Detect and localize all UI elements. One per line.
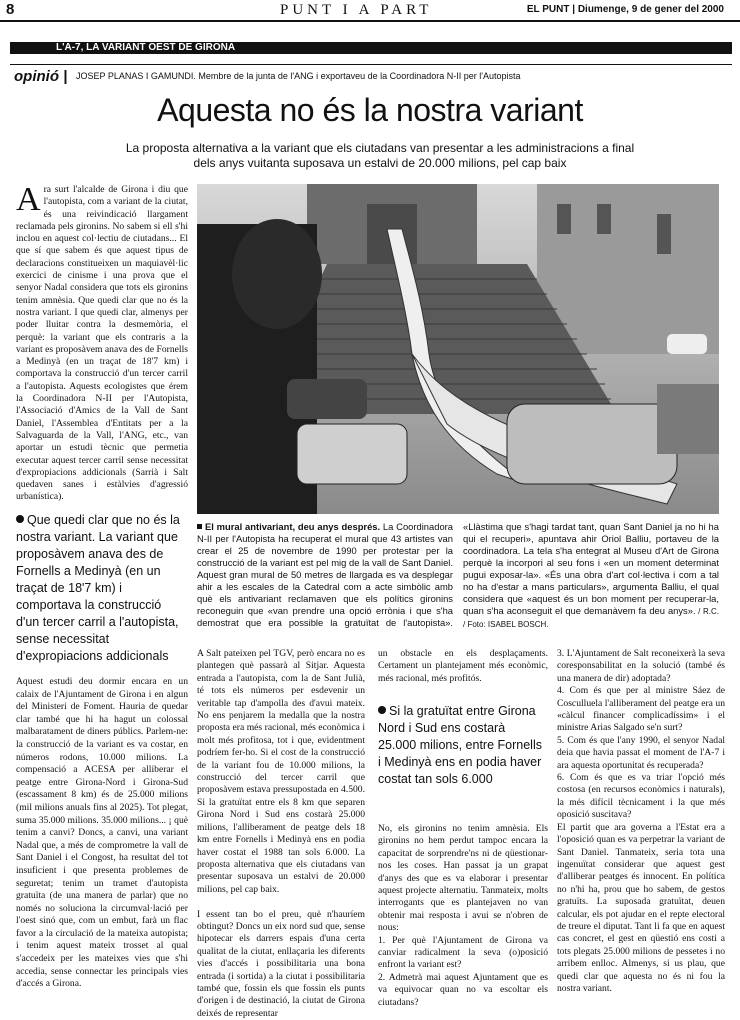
photo-credit: / R.C. / Foto: ISABEL BOSCH. xyxy=(463,607,719,629)
headline: Aquesta no és la nostra variant xyxy=(157,92,583,128)
caption-text: La Coordinadora N-II per l'Autopista ha recuperat el mural que 43 artistes van crear el 25 de novembre de 1990 per protestar per la construcció de la variant est pel mig de la vall de Sant Daniel. Aquest gran mural de 50 metres de llargada es va desplegar ahir a les escales de la Catedral com a acte simbòlic amb què els antivariant reclamaven que els polítics gironins reconeguin que «van prendre una opció errònia i que s'ha demostrat que era possible la gratuïtat de l'autopista». «Llàstima que s'hagi tardat tant, quan Sant Daniel ja no hi ha qui el recuperi», apuntava ahir Oriol Balliu, portaveu de la coordinadora. La tela s'ha entegrat al Museu d'Art de Girona perquè la incorpori al seu fons i «en un moment determinat pugui exposar-la». «És una obra d'art col·lectiva i com a tal no ha d'estar a mans particulars», argumenta Balliu, el qual considera que «aquest és un bon moment per recuperar-la, quan s'ha aconseguit el que demanàvem fa deu anys». xyxy=(197,521,719,628)
section-title: PUNT I A PART xyxy=(280,2,433,18)
rule xyxy=(10,64,732,65)
body-text: ra surt l'alcalde de Girona i diu que l'autopista, com a variant de la ciutat, és una reivindicació llargament reclamada pels gironins. No sabem si ell s'hi inclou en aquest col·lectiu de ciutadans... El que sí que sabem és que aquest tipus de declaracions constitueixen un maquiavèl·lic exercici de cinisme i una prova que el senyor Nadal considera que tots els gironins tenim amnèsia. Que quedi clar que no és la nostra variant. I que quedi clar, almenys per poder lluitar contra la desmemòria, el perquè: la variant que els contraris a la variant es proposàvem anava des de Fornells a Medinyà (en un traçat de 18'7 km) i comportava la construcció d'un tercer carril a l'autopista. Aquests ecologistes que érem la Coordinadora N-II per l'Autopista, l'Associació d'Amics de la Vall de Sant Daniel, l'Assemblea d'Entitats per a la Salvaguarda de la Vall, l'ANG, etc., van aportar un estudi tècnic que permetia executar aquest tercer carril sense necessitat d'expropiacions addicionals (Sarrià i Salt quedaven sanes i estàlvies d'agressió urbanística). xyxy=(16,184,188,503)
body-column-1 xyxy=(16,181,188,504)
page-number: 8 xyxy=(6,1,15,18)
pull-quote-1 xyxy=(16,512,186,665)
body-column-1b: Aquest estudi deu dormir encara en un calaix de l'Ajuntament de Girona i en algun del Ministeri de Foment. Hauria de quedar clar també que hi ha hagut un colossal malbaratament de diners públics. Parlem-ne: la construcció de la variant es va costar, en números rodons, 10.000 milions. La compensació a ACESA per alliberar el peatge entre Girona-Nord i Girona-Sud (escassament 8 km) és de 25.000 milions (mil milions anuals fins al 2025). Tot plegat, suma 35.000 milions. 35.000 milions... ¡ què tenim a canvi? Doncs, a canvi, una variant Nadal que, a més de comprometre la vall de Sant Daniel i el Congost, ha resultat del tot insuficient i que presenta problemes de seguretat; tenim un tramet d'autopista gratuïta (de una manera de parlar) que no només no soluciona la circumval·lació per l'oest sinó que, com un embut, farà un flac favor a la circulació de la mateixa autopista; i tenim aquest mateix trosset al qual s'accedeix per les mateixes vies que s'hi accedia, sense connectar les principals vies d'accés a Girona. xyxy=(16,676,188,990)
caption-lead: El mural antivariant, deu anys després. xyxy=(205,521,381,532)
bullet-icon xyxy=(16,515,24,523)
drop-cap: A xyxy=(16,181,41,218)
body-column-4: 3. L'Ajuntament de Salt reconeixerà la seva coresponsabilitat en la solució (també és una manera de dir) adoptada? 4. Com és que per al ministre Sáez de Cosculluela l'alliberament del peatge era un «càlcul financer complicadíssim» i el ministre Arias Salgado se'n surt? 5. Com és que l'any 1990, el senyor Nadal deia que havia passat el moment de l'A-7 i ara aquesta oportunitat és recuperada? 6. Com és que es va triar l'opció més costosa (en recursos econòmics i naturals), la més difícil tècnicament i la que més oposició suscitava? El partit que ara governa a l'Estat era a l'oposició quan es va perpetrar la variant de Sant Daniel. Tanmateix, seria tota una ingenuïtat considerar que aquest gest d'alliberar peatges és innocent. En política no n'hi ha, prou que ho sabem, de gestos gratuïts. La suposada gratuïtat, deuen calcular, els pot ajudar en el repte electoral de treure el diputat. Tant li fa que en aquest cas concret, el gest en qüestió ens costi a tots plegats 25.000 milions de pessetes i no arribem enlloc. Almenys, si us plau, que quedi clar que aquesta no és ni fou la nostra variant. xyxy=(557,648,725,994)
masthead xyxy=(0,0,740,22)
body-column-2: A Salt pateixen pel TGV, però encara no es plantegen què passarà al Sitjar. Aquesta entrada a l'autopista, com la de Sant Julià, té tots els números per esdevenir un veritable tap d'ampolla des d'avui mateix. No ens penjarem la medalla que la nostra proposta era més racional, més econòmica i molt més profitosa, tot i que, evidentment podríem fer-ho. Si el cost de la construcció de la variant fou de 10.000 milions, la construcció del tercer carril que proposàvem estava pressupostada en 4.500. Si la gratuïtat entre els 8 km que separen Girona Nord i Sud ens costarà 25.000 milions, l'alliberament de peatge dels 18 km entre Fornells i Medinyà ens en podia haver costat el 1988 tan sols 6.000. La proposta alternativa que els ciutadans van presentar suposava un estalvi de 20.000 milions, pel cap baix. I essent tan bo el preu, què n'hauríem obtingut? Doncs un eix nord sud que, sense hipotecar els darrers espais d'una certa qualitat de la ciutat, enllaçaria les diferents vies d'accés i possibilitaria una bona entrada (i sortida) a la ciutat i possibilitaria també que, fossin els que fossin els punts d'origen i de destinació, la ciutat de Girona deixés de representar xyxy=(197,648,365,1019)
standfirst: La proposta alternativa a la variant que els ciutadans van presentar a les administracions a final dels anys vuitanta suposava un estalvi de 20.000 milions, pel cap baix xyxy=(125,141,635,170)
bullet-icon-2 xyxy=(378,706,386,714)
pull-quote-text: Que quedi clar que no és la nostra variant. La variant que proposàvem anava des de Fornells a Medinyà (en un traçat de 18'7 km) i comportava la construcció d'un tercer carril a l'autopista, sense necessitat d'expropiacions addicionals xyxy=(16,513,180,663)
body-column-3b: No, els gironins no tenim amnèsia. Els gironins no hem perdut tampoc encara la capacitat de sorprendre'ns ni de qüestionar-nos les coses. Han passat ja un grapat d'anys des que es va elaborar i presentar aquest projecte alternatiu. Tanmateix, molts interrogants que es plantejaven no van obtenir mai resposta i avui se n'obren de nous: 1. Per què l'Ajuntament de Girona va canviar radicalment la seva (o)posició enfront la variant est? 2. Admetrà mai aquest Ajuntament que es va equivocar quan no va escoltar els ciutadans? xyxy=(378,823,548,1008)
pull-quote-2 xyxy=(378,703,543,788)
caption-bullet-icon xyxy=(197,524,202,529)
photo xyxy=(197,184,719,514)
byline: JOSEP PLANAS I GAMUNDI. Membre de la junta de l'ANG i exportaveu de la Coordinadora N-II per l'Autopista xyxy=(76,71,521,81)
pull-quote-2-text: Si la gratuïtat entre Girona Nord i Sud ens costarà 25.000 milions, entre Fornells i Medinyà ens en podia haver costat tan sols 6.000 xyxy=(378,704,542,786)
body-column-3a: un obstacle en els desplaçaments. Certament un plantejament més econòmic, més racional, més profitós. xyxy=(378,648,548,684)
photo-caption xyxy=(197,521,719,631)
kicker: L'A-7, LA VARIANT OEST DE GIRONA xyxy=(56,42,236,53)
opinion-label: opinió | xyxy=(14,68,68,85)
dateline: EL PUNT | Diumenge, 9 de gener del 2000 xyxy=(526,4,724,15)
